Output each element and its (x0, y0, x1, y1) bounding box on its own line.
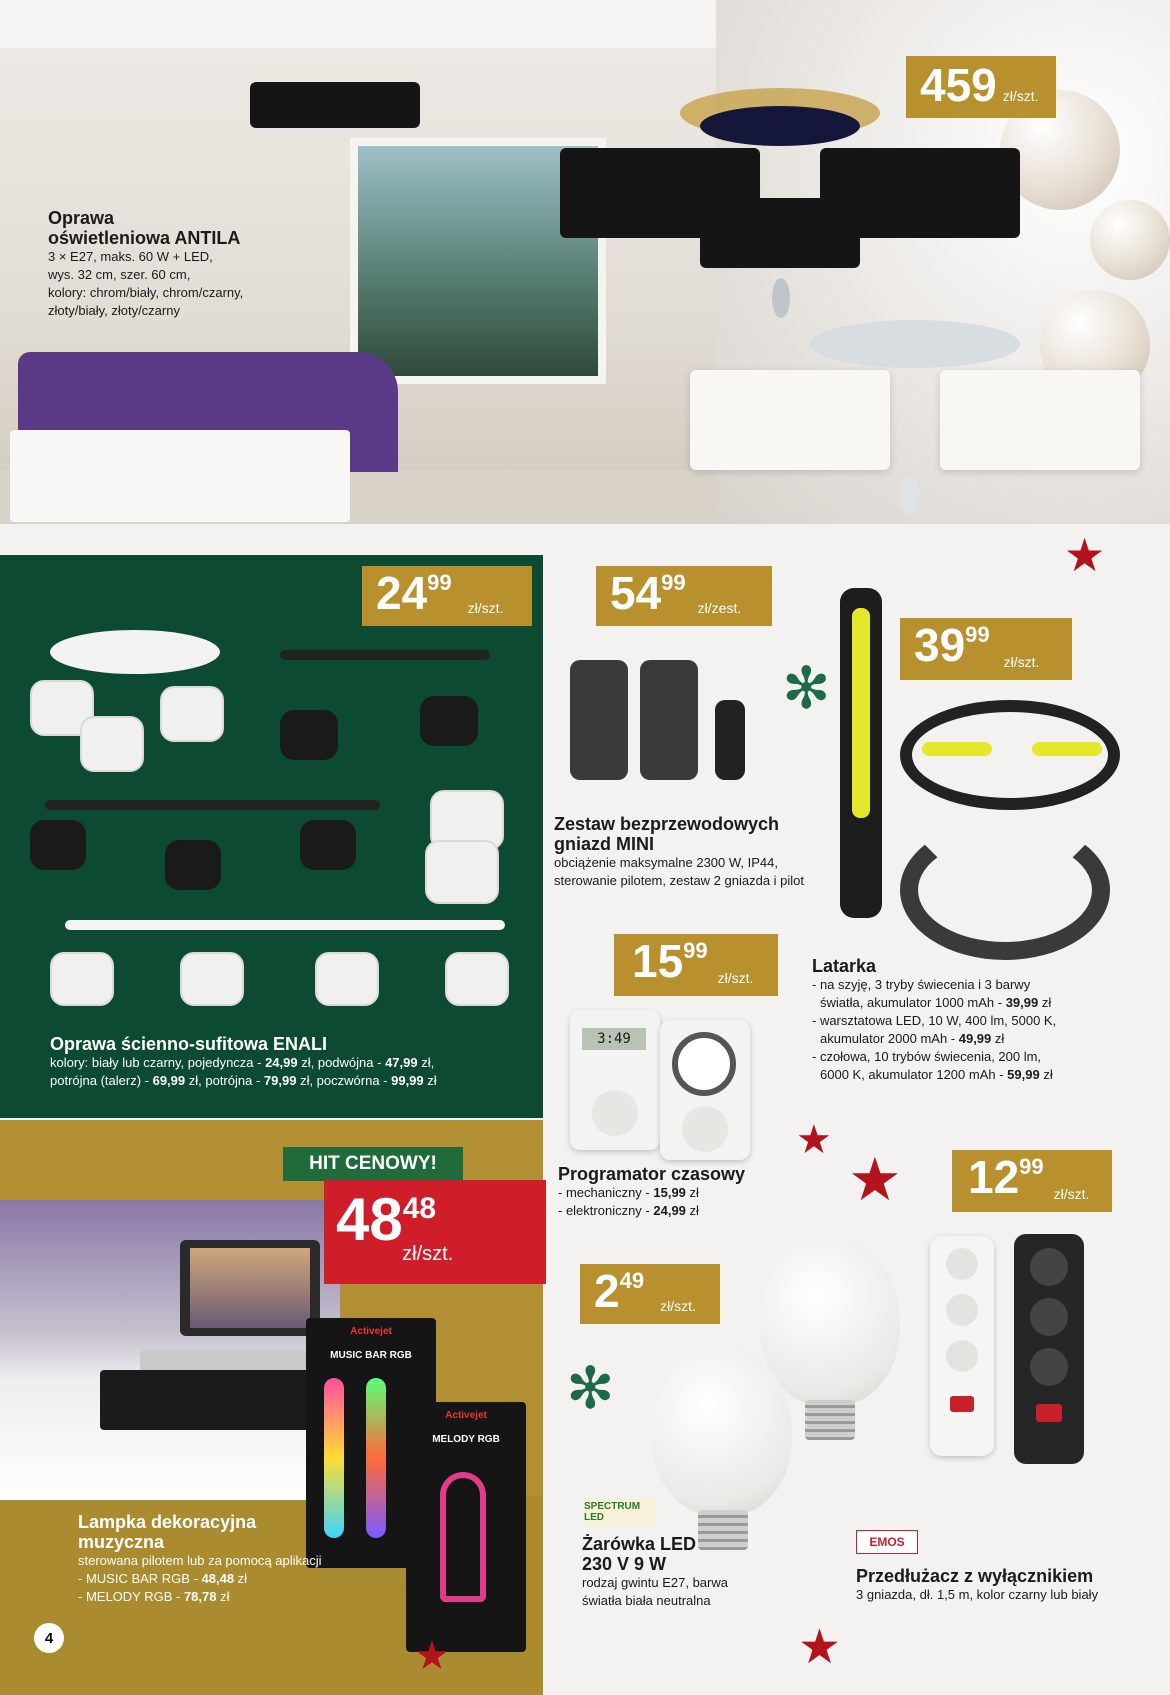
antila-price-int: 459 (920, 59, 997, 111)
neck-light-image (900, 820, 1110, 960)
mini-desc-line: obciążenie maksymalne 2300 W, IP44, (554, 855, 779, 870)
lampka-price-unit: zł/szt. (402, 1243, 454, 1265)
mini-price-int: 54 (610, 567, 662, 619)
programator-desc-line: - mechaniczny - 15,99 zł (558, 1185, 699, 1200)
mini-desc-line: sterowanie pilotem, zestaw 2 gniazda i pilot (554, 873, 805, 888)
lampka-price-int: 48 (336, 1186, 403, 1253)
coffee-table-image (10, 430, 350, 522)
enali-lamps-image (30, 620, 520, 1010)
lampka-title-line1: Lampka dekoracyjna (78, 1512, 257, 1532)
przedluzacz-price-int: 12 (968, 1151, 1020, 1203)
przedluzacz-price-tag (952, 1150, 1112, 1212)
top-background (0, 0, 716, 48)
antila-desc-line: 3 × E27, maks. 60 W + LED, (48, 249, 213, 264)
enali-price-int: 24 (376, 567, 428, 619)
red-star-decoration: ★ (848, 1146, 902, 1213)
snowflake-decoration: ✻ (566, 1356, 615, 1421)
antila-info (48, 208, 328, 320)
zarowka-desc-line: rodzaj gwintu E27, barwa (582, 1575, 728, 1590)
latarka-price-dec: 99 (965, 622, 990, 647)
zarowka-title-line2: 230 V 9 W (582, 1554, 667, 1574)
mini-price-dec: 99 (661, 570, 686, 595)
latarka-desc-line: - warsztatowa LED, 10 W, 400 lm, 5000 K, (812, 1013, 1057, 1028)
timer-display: 3:49 (582, 1028, 646, 1050)
antila-desc-line: kolory: chrom/biały, chrom/czarny, (48, 285, 244, 300)
latarka-price-unit: zł/szt. (1003, 654, 1040, 670)
enali-price-dec: 99 (427, 570, 452, 595)
przedluzacz-desc: 3 gniazda, dł. 1,5 m, kolor czarny lub biały (856, 1587, 1099, 1602)
led-bulb-image (652, 1346, 792, 1516)
latarka-desc-line: - czołowa, 10 trybów świecenia, 200 lm, (812, 1049, 1042, 1064)
emos-logo: EMOS (856, 1530, 918, 1554)
desk-photo (0, 1200, 340, 1500)
snowflake-decoration: ✻ (782, 656, 831, 721)
enali-desc-line2: potrójna (talerz) - 69,99 zł, potrójna - 79,99 zł, poczwórna - 99,99 zł (50, 1073, 437, 1088)
enali-title: Oprawa ścienno-sufitowa ENALI (50, 1034, 328, 1054)
programator-desc-line: - elektroniczny - 24,99 zł (558, 1203, 699, 1218)
mini-price-unit: zł/zest. (697, 600, 742, 616)
programator-price-int: 15 (632, 935, 684, 987)
antila-desc-line: złoty/biały, złoty/czarny (48, 303, 180, 318)
antila-desc-line: wys. 32 cm, szer. 60 cm, (48, 267, 191, 282)
led-bulb-image (760, 1236, 900, 1406)
zarowka-desc-line: światła biała neutralna (582, 1593, 711, 1608)
bulb-base-image (805, 1400, 855, 1440)
black-extension-image (1014, 1234, 1084, 1464)
programator-price-unit: zł/szt. (717, 970, 754, 986)
timer-digital-image (570, 1010, 660, 1150)
work-flashlight-image (840, 588, 882, 918)
latarka-title: Latarka (812, 956, 877, 976)
zarowka-price-dec: 49 (619, 1268, 645, 1293)
melody-box-name: MELODY RGB (432, 1434, 500, 1445)
antila-price-unit: zł/szt. (1002, 88, 1039, 104)
zarowka-price-unit: zł/szt. (660, 1298, 696, 1314)
mini-title-line2: gniazd MINI (554, 834, 654, 854)
latarka-desc-line: światła, akumulator 1000 mAh - 39,99 zł (820, 995, 1052, 1010)
lampka-price-tag (324, 1180, 546, 1284)
enali-desc-line1: kolory: biały lub czarny, pojedyncza - 24,99 zł, podwójna - 47,99 zł, (50, 1055, 435, 1070)
latarka-desc-line: akumulator 2000 mAh - 49,99 zł (820, 1031, 1005, 1046)
mini-sockets-image (560, 660, 760, 800)
lampka-desc-line: - MELODY RGB - 78,78 zł (78, 1589, 230, 1604)
red-star-decoration: ★ (414, 1634, 450, 1678)
lampka-title-line2: muzyczna (78, 1532, 165, 1552)
spectrum-led-logo: SPECTRUM LED (584, 1498, 656, 1526)
latarka-desc-line: - na szyję, 3 tryby świecenia i 3 barwy (812, 977, 1031, 992)
music-bar-box-name: MUSIC BAR RGB (330, 1350, 412, 1361)
latarka-desc-line: 6000 K, akumulator 1200 mAh - 59,99 zł (820, 1067, 1053, 1082)
antila-price-tag (906, 56, 1056, 118)
mini-title-line1: Zestaw bezprzewodowych (554, 814, 780, 834)
red-star-decoration: ★ (798, 1621, 842, 1674)
red-star-decoration: ★ (1064, 529, 1106, 581)
white-extension-image (930, 1236, 994, 1456)
mini-price-tag (596, 566, 772, 626)
lampka-price-dec: 48 (402, 1192, 437, 1225)
programator-price-dec: 99 (683, 938, 708, 963)
lampka-info (78, 1512, 378, 1606)
zarowka-title-line1: Żarówka LED (582, 1534, 697, 1554)
programator-title: Programator czasowy (558, 1164, 746, 1184)
headlamp-image (900, 700, 1120, 810)
antila-lamp-white-image (690, 320, 1160, 550)
melody-box-brand: Activejet (445, 1410, 487, 1421)
programator-price-tag (614, 934, 778, 996)
antila-lamp-black-image (560, 88, 1020, 338)
enali-price-unit: zł/szt. (467, 600, 504, 616)
enali-price-tag (362, 566, 532, 626)
ornament-decoration (1090, 200, 1170, 280)
enali-info (50, 1034, 530, 1090)
przedluzacz-price-unit: zł/szt. (1053, 1186, 1090, 1202)
mini-info (554, 814, 844, 890)
programator-info (558, 1164, 798, 1220)
page-number: 4 (34, 1623, 64, 1653)
hit-cenowy-badge: HIT CENOWY! (283, 1147, 463, 1181)
przedluzacz-title: Przedłużacz z wyłącznikiem (856, 1566, 1094, 1586)
ceiling-lamp-small-image (250, 82, 420, 128)
zarowka-info (582, 1534, 782, 1610)
red-star-decoration: ★ (796, 1118, 832, 1162)
zarowka-price-int: 2 (594, 1265, 620, 1317)
zarowka-price-tag (580, 1264, 720, 1324)
antila-title-line1: Oprawa (48, 208, 115, 228)
latarka-info (812, 956, 1112, 1084)
timer-mechanical-image (660, 1020, 750, 1160)
music-bar-box-brand: Activejet (350, 1326, 392, 1337)
przedluzacz-price-dec: 99 (1019, 1154, 1044, 1179)
antila-title-line2: oświetleniowa ANTILA (48, 228, 241, 248)
lampka-desc: sterowana pilotem lub za pomocą aplikacji (78, 1553, 322, 1568)
latarka-price-tag (900, 618, 1072, 680)
latarka-price-int: 39 (914, 619, 966, 671)
przedluzacz-info (856, 1566, 1166, 1604)
melody-box-image (406, 1402, 526, 1652)
lampka-desc-line: - MUSIC BAR RGB - 48,48 zł (78, 1571, 248, 1586)
